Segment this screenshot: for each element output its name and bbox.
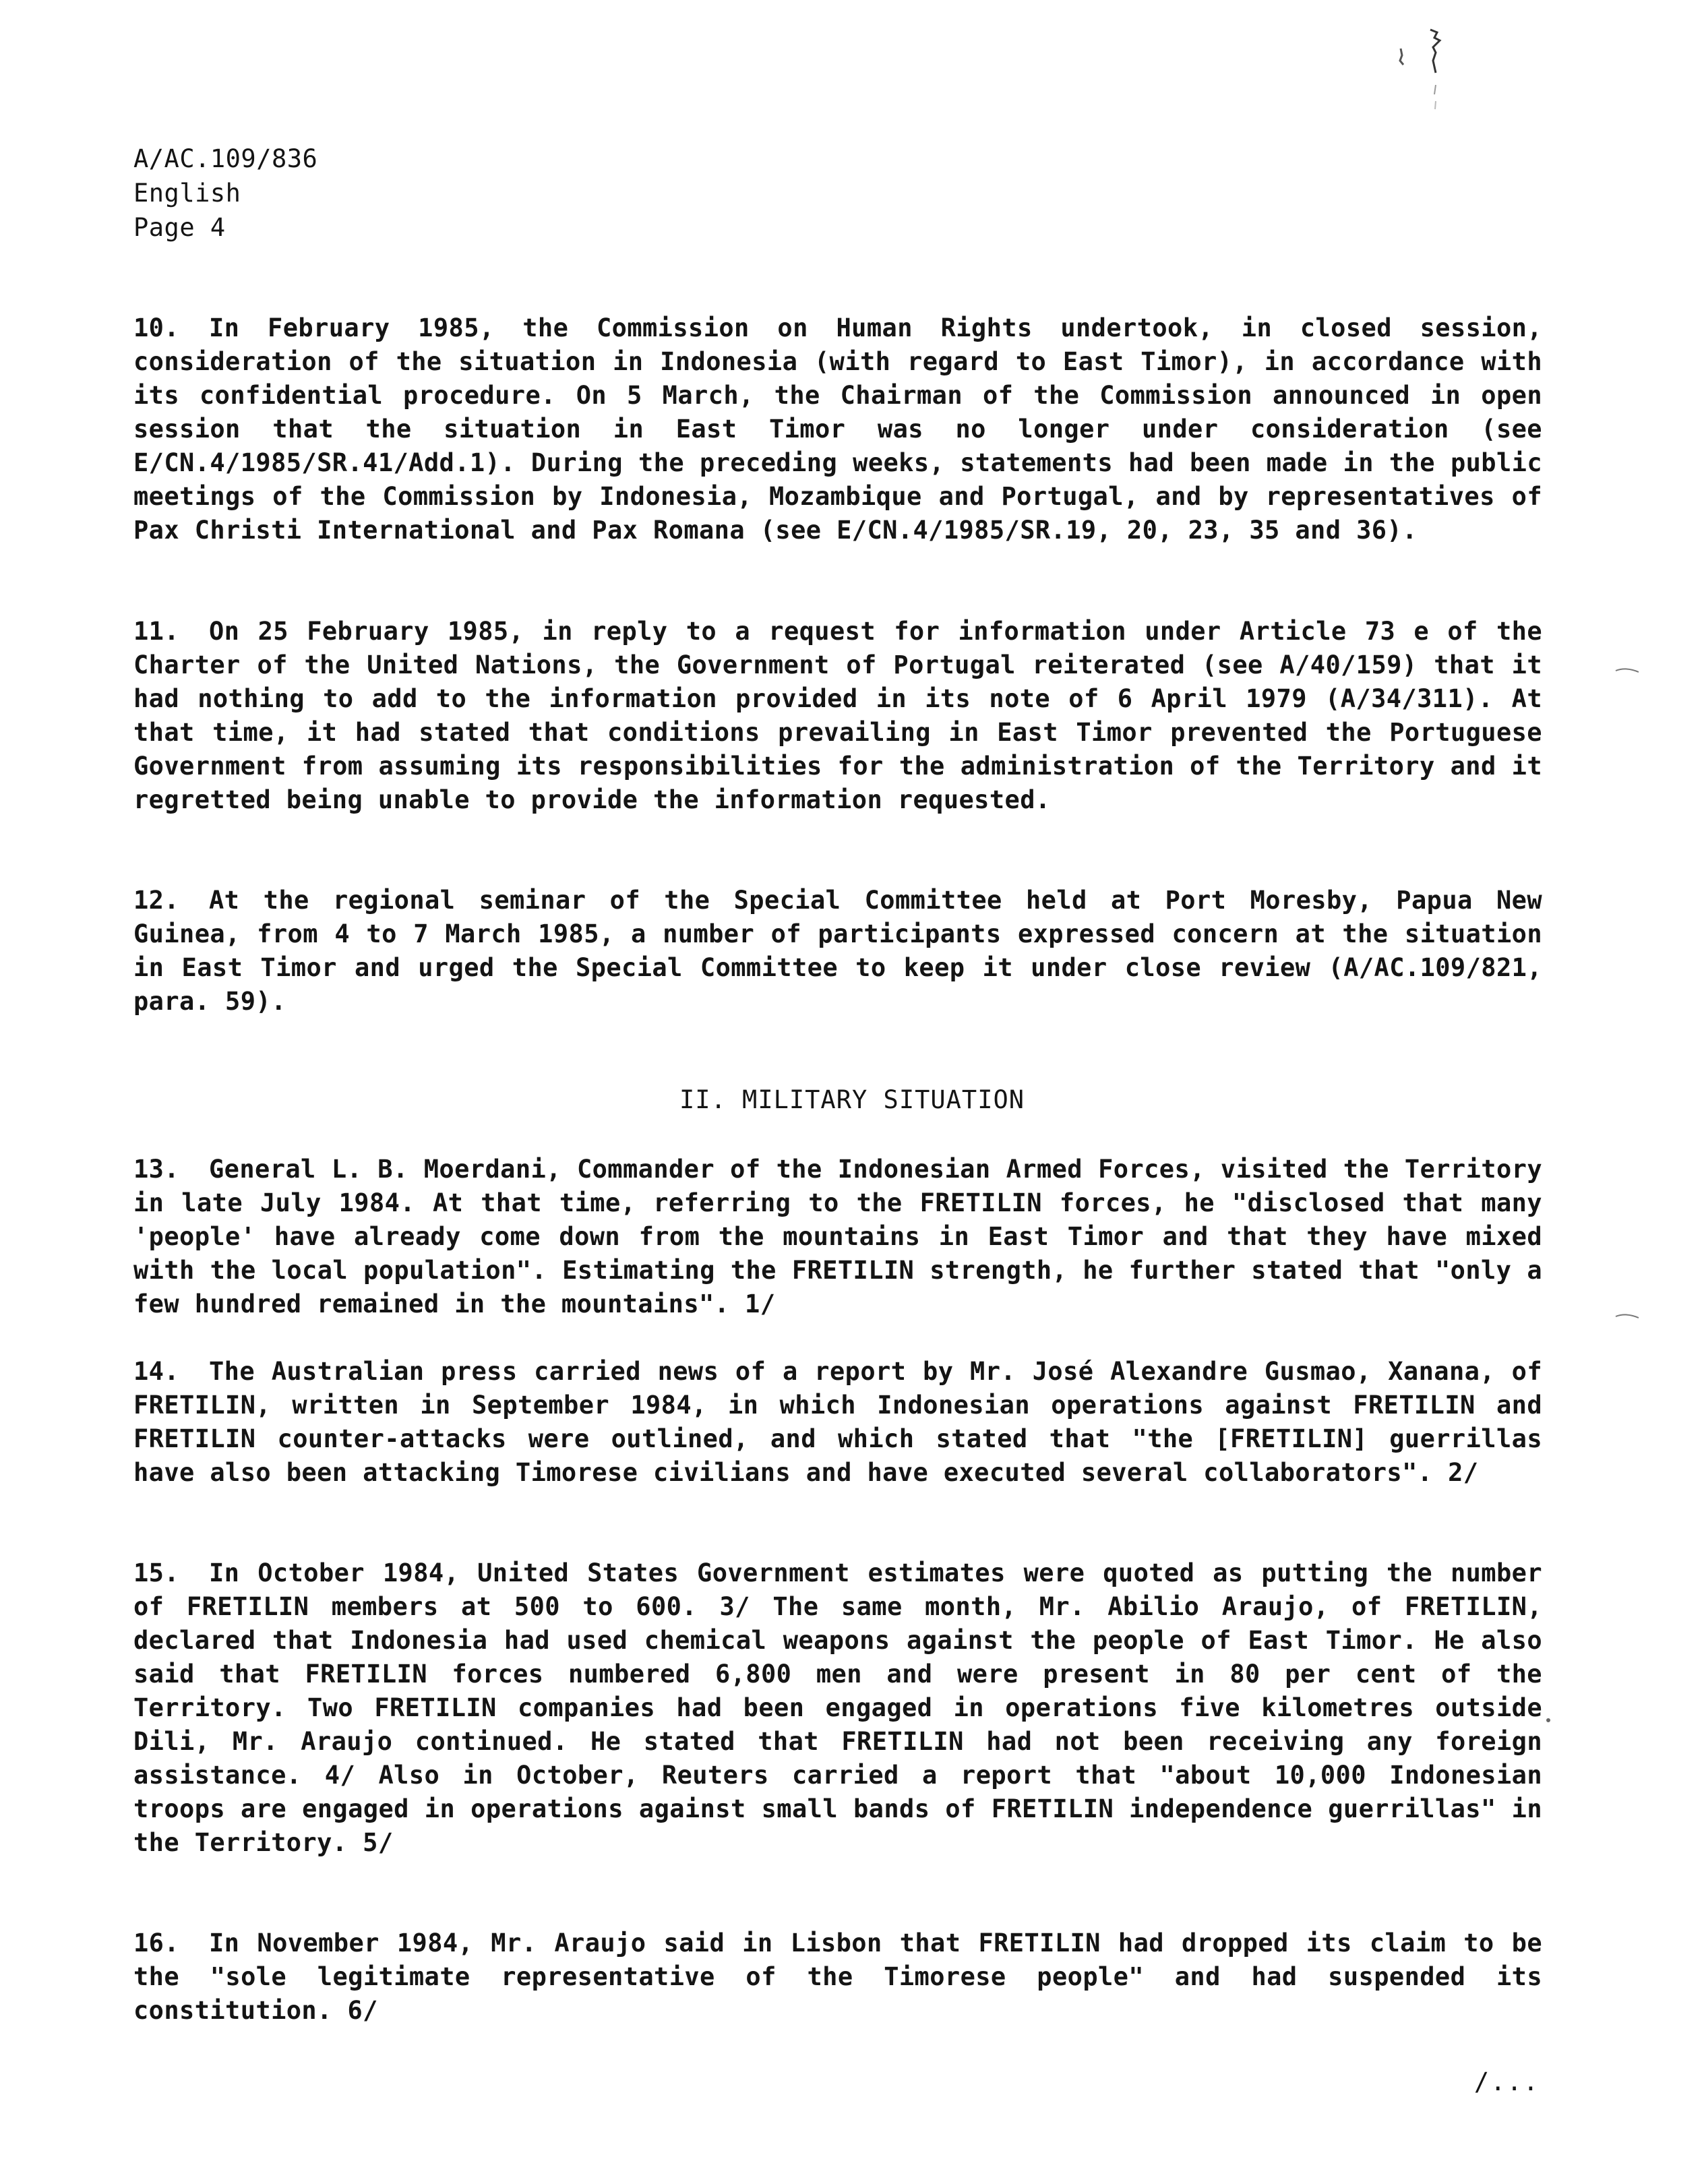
paragraph-text: General L. B. Moerdani, Commander of the Indonesian Armed Forces, visited the Territory in late July 1984. At that time, referring to the FRETILIN forces, he "disclosed that many 'people' have already come down from the mountains in East Timor and that they have mixed with the local population". Estimating the FRETILIN strength, he further stated that "only a few hundred remained in the mountains". 1/ <box>133 1155 1542 1318</box>
paragraph-13 <box>133 1153 1542 1321</box>
paragraph-text: At the regional seminar of the Special Committee held at Port Moresby, Papua New Guinea, from 4 to 7 March 1985, a number of participants expressed concern at the situation in East Timor and urged the Special Committee to keep it under close review (A/AC.109/821, para. 59). <box>133 886 1542 1016</box>
document-symbol: A/AC.109/836 <box>133 144 318 173</box>
document-header <box>133 142 317 245</box>
paragraph-number: 12. <box>133 886 180 915</box>
paragraph-number: 11. <box>133 617 180 646</box>
paragraph-text: In October 1984, United States Government estimates were quoted as putting the number of FRETILIN members at 500 to 600. 3/ The same month, Mr. Abilio Araujo, of FRETILIN, declared that Indonesia had used chemical weapons against the people of East Timor. He also said that FRETILIN forces numbered 6,800 men and were present in 80 per cent of the Territory. Two FRETILIN companies had been engaged in operations five kilometres outside Dili, Mr. Araujo continued. He stated that FRETILIN had not been receiving any foreign assistance. 4/ Also in October, Reuters carried a report that "about 10,000 Indonesian troops are engaged in operations against small bands of FRETILIN independence guerrillas" in the Territory. 5/ <box>133 1558 1542 1857</box>
document-language: English <box>133 179 241 208</box>
paragraph-text: On 25 February 1985, in reply to a request for information under Article 73 e of the Charter of the United Nations, the Government of Portugal reiterated (see A/40/159) that it had nothing to add to the information provided in its note of 6 April 1979 (A/34/311). At that time, it had stated that conditions prevailing in East Timor prevented the Portuguese Government from assuming its responsibilities for the administration of the Territory and it regretted being unable to provide the information requested. <box>133 617 1542 814</box>
continuation-marker: /... <box>1473 2067 1540 2096</box>
paragraph-16 <box>133 1927 1542 2028</box>
paragraph-11 <box>133 615 1542 817</box>
paragraph-number: 14. <box>133 1357 180 1386</box>
paragraph-15 <box>133 1556 1542 1860</box>
paragraph-12 <box>133 884 1542 1019</box>
paragraph-number: 16. <box>133 1929 180 1958</box>
paragraph-text: In November 1984, Mr. Araujo said in Lisbon that FRETILIN had dropped its claim to be the "sole legitimate representative of the Timorese people" and had suspended its constitution. 6/ <box>133 1929 1542 2025</box>
margin-dash-mark-icon <box>1614 664 1641 677</box>
paragraph-number: 10. <box>133 313 180 342</box>
paragraph-text: In February 1985, the Commission on Human Rights undertook, in closed session, consideration of the situation in Indonesia (with regard to East Timor), in accordance with its confidential procedure. On 5 March, the Chairman of the Commission announced in open session that the situation in East Timor was no longer under consideration (see E/CN.4/1985/SR.41/Add.1). During the preceding weeks, statements had been made in the public meetings of the Commission by Indonesia, Mozambique and Portugal, and by representatives of Pax Christi International and Pax Romana (see E/CN.4/1985/SR.19, 20, 23, 35 and 36). <box>133 313 1542 545</box>
paragraph-number: 13. <box>133 1155 180 1184</box>
page-number: Page 4 <box>133 213 226 242</box>
margin-dot-mark-icon <box>1544 1716 1553 1725</box>
margin-dash-mark-icon <box>1614 1310 1641 1323</box>
paragraph-number: 15. <box>133 1558 180 1587</box>
paragraph-14 <box>133 1355 1542 1490</box>
section-heading: II. MILITARY SITUATION <box>679 1085 1025 1114</box>
paragraph-10 <box>133 311 1542 547</box>
scan-mark-icon <box>1395 26 1449 120</box>
paragraph-text: The Australian press carried news of a report by Mr. José Alexandre Gusmao, Xanana, of FRETILIN, written in September 1984, in which Indonesian operations against FRETILIN and FRETILIN counter-attacks were outlined, and which stated that "the [FRETILIN] guerrillas have also been attacking Timorese civilians and have executed several collaborators". 2/ <box>133 1357 1542 1487</box>
